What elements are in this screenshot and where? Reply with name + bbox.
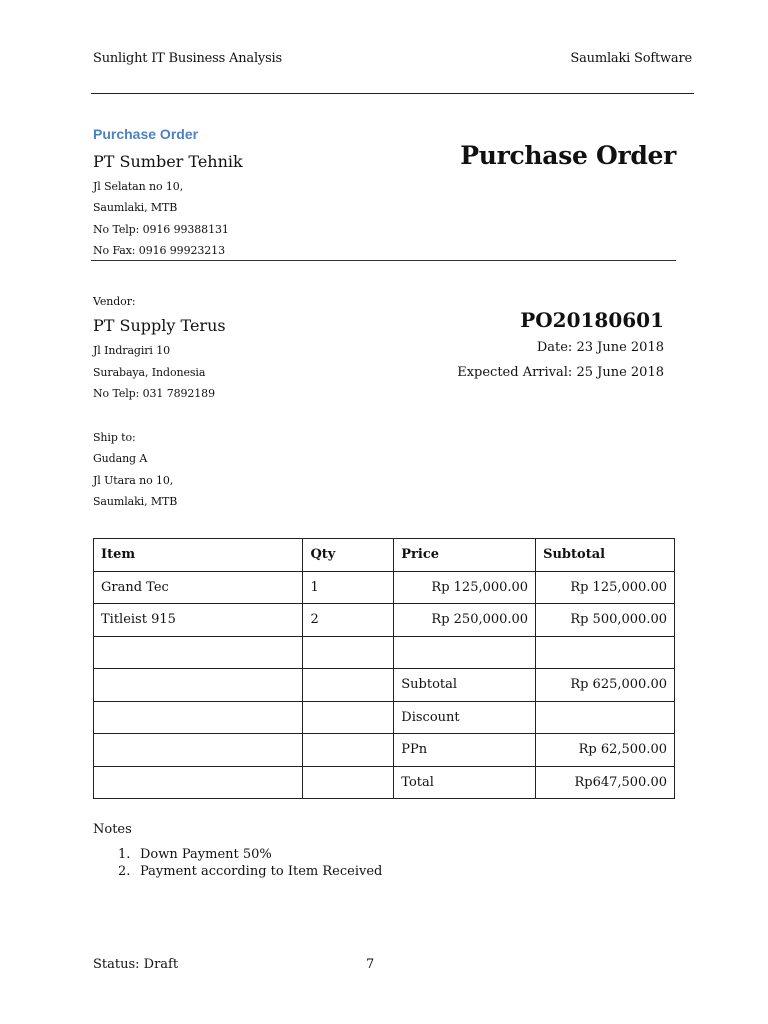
ship-to-address-line2: Saumlaki, MTB [93, 495, 178, 508]
cell-price [394, 636, 536, 669]
notes-list [118, 846, 382, 880]
empty-cell [94, 734, 303, 767]
page-number: 7 [366, 957, 375, 972]
ship-to-address-line1: Jl Utara no 10, [93, 474, 174, 487]
cell-item: Titleist 915 [94, 604, 303, 637]
ship-to-name: Gudang A [93, 452, 148, 465]
cell-subtotal: Rp 500,000.00 [536, 604, 675, 637]
table-row [94, 571, 675, 604]
ship-to-label: Ship to: [93, 431, 136, 444]
company-address-line2: Saumlaki, MTB [93, 201, 178, 214]
cell-qty [303, 636, 394, 669]
summary-label: Total [394, 766, 536, 799]
vendor-address-line1: Jl Indragiri 10 [93, 344, 171, 357]
vendor-phone: No Telp: 031 7892189 [93, 387, 215, 400]
summary-row-discount [94, 701, 675, 734]
header-divider [91, 93, 694, 94]
empty-cell [303, 766, 394, 799]
list-item [118, 863, 382, 880]
table-row [94, 604, 675, 637]
company-phone: No Telp: 0916 99388131 [93, 223, 229, 236]
cell-qty: 2 [303, 604, 394, 637]
cell-price: Rp 250,000.00 [394, 604, 536, 637]
column-header-subtotal: Subtotal [536, 539, 675, 572]
table-header-row [94, 539, 675, 572]
summary-row-ppn [94, 734, 675, 767]
items-table [93, 538, 675, 799]
cell-item [94, 636, 303, 669]
table-row [94, 636, 675, 669]
document-title: Purchase Order [460, 141, 676, 170]
company-divider [91, 260, 676, 261]
list-text: Payment according to Item Received [140, 864, 383, 879]
column-header-item: Item [94, 539, 303, 572]
notes-label: Notes [93, 822, 132, 837]
summary-value: Rp 625,000.00 [536, 669, 675, 702]
header-right-text: Saumlaki Software [570, 51, 692, 66]
summary-value: Rp647,500.00 [536, 766, 675, 799]
status-text: Status: Draft [93, 957, 179, 972]
summary-label: Discount [394, 701, 536, 734]
list-item [118, 846, 382, 863]
po-date: Date: 23 June 2018 [536, 340, 664, 355]
empty-cell [94, 669, 303, 702]
po-number: PO20180601 [520, 308, 664, 332]
empty-cell [94, 701, 303, 734]
column-header-qty: Qty [303, 539, 394, 572]
cell-subtotal: Rp 125,000.00 [536, 571, 675, 604]
empty-cell [94, 766, 303, 799]
header-left-text: Sunlight IT Business Analysis [93, 51, 282, 66]
company-address-line1: Jl Selatan no 10, [93, 180, 184, 193]
summary-label: PPn [394, 734, 536, 767]
empty-cell [303, 701, 394, 734]
summary-label: Subtotal [394, 669, 536, 702]
list-number: 2. [118, 864, 131, 879]
summary-row-total [94, 766, 675, 799]
company-name: PT Sumber Tehnik [93, 152, 243, 171]
section-label: Purchase Order [93, 126, 199, 142]
vendor-name: PT Supply Terus [93, 316, 226, 335]
list-text: Down Payment 50% [140, 847, 272, 862]
cell-item: Grand Tec [94, 571, 303, 604]
cell-price: Rp 125,000.00 [394, 571, 536, 604]
summary-row-subtotal [94, 669, 675, 702]
column-header-price: Price [394, 539, 536, 572]
empty-cell [303, 669, 394, 702]
vendor-address-line2: Surabaya, Indonesia [93, 366, 206, 379]
cell-qty: 1 [303, 571, 394, 604]
empty-cell [303, 734, 394, 767]
list-number: 1. [118, 847, 131, 862]
vendor-label: Vendor: [93, 295, 136, 308]
cell-subtotal [536, 636, 675, 669]
summary-value: Rp 62,500.00 [536, 734, 675, 767]
company-fax: No Fax: 0916 99923213 [93, 244, 225, 257]
po-expected-arrival: Expected Arrival: 25 June 2018 [457, 365, 664, 380]
summary-value [536, 701, 675, 734]
